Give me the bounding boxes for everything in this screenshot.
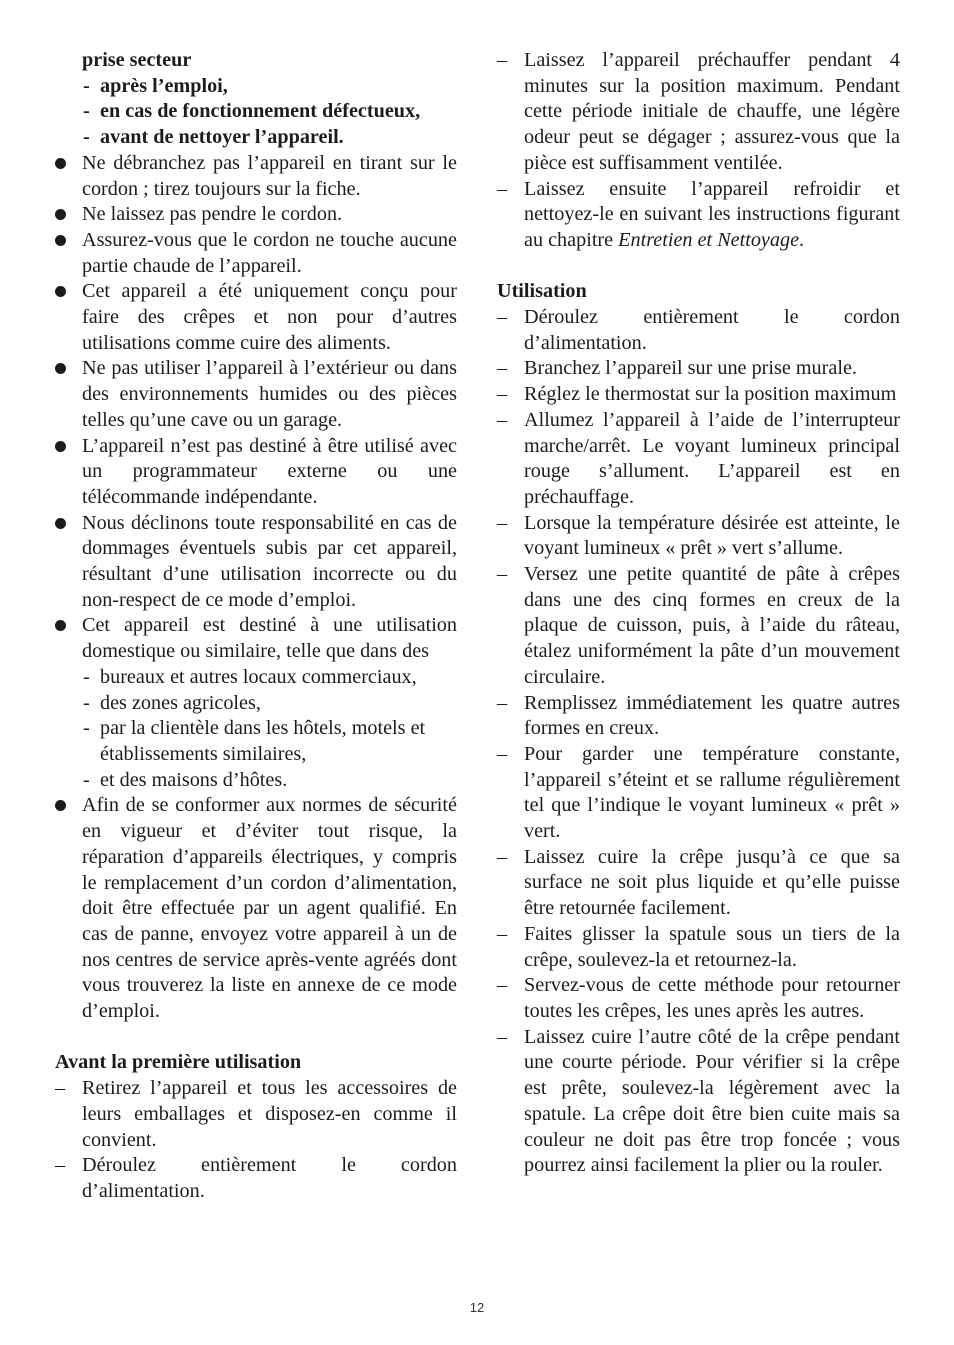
safety-bullet: L’appareil n’est pas destiné à être utilisé avec un programmateur externe ou une télécommande indépendante.	[55, 434, 457, 511]
safety-bullet: Cet appareil est destiné à une utilisation domestique ou similaire, telle que dans des	[55, 613, 457, 664]
safety-bullet: Afin de se conformer aux normes de sécurité en vigueur et d’éviter tout risque, la réparation d’appareils électriques, y compris le remplacement d’un cordon d’alimentation, doit être effectuée par un agent qualifié. En cas de panne, envoyez votre appareil à un de nos centres de service après-vente agréés dont vous trouverez la liste en annexe de ce mode d’emploi.	[55, 793, 457, 1024]
bullet-dot-icon	[55, 158, 66, 169]
unplug-sub-item: - après l’emploi,	[83, 74, 228, 97]
unplug-heading-line: prise secteur	[82, 49, 192, 71]
chapter-reference: Entretien et Nettoyage	[618, 228, 800, 251]
bullet-dot-icon	[55, 441, 66, 452]
dash-item: – Branchez l’appareil sur une prise murale.	[497, 357, 857, 380]
bullet-dot-icon	[55, 363, 66, 374]
safety-bullet: Ne débranchez pas l’appareil en tirant sur le cordon ; tirez toujours sur la fiche.	[55, 151, 457, 202]
usage-sub-item: - bureaux et autres locaux commerciaux,	[83, 665, 417, 688]
dash-item: – Réglez le thermostat sur la position maximum	[497, 383, 897, 406]
bullet-dot-icon	[55, 209, 66, 220]
usage-sub-item: - et des maisons d’hôtes.	[83, 768, 288, 791]
dash-item: – Allumez l’appareil à l’aide de l’interrupteur marche/arrêt. Le voyant lumineux principal rouge s’allument. L’appareil est en préchauffage.	[497, 408, 900, 508]
usage-sub-item: - des zones agricoles,	[83, 691, 261, 714]
right-column	[497, 48, 900, 1179]
dash-item: – Laissez cuire l’autre côté de la crêpe pendant une courte période. Pour vérifier si la crêpe est prête, soulevez-la légèrement avec la spatule. La crêpe doit être bien cuite mais sa couleur ne doit pas être trop foncée ; vous pourrez ainsi facilement la plier ou la rouler.	[497, 1025, 900, 1177]
safety-bullet: Assurez-vous que le cordon ne touche aucune partie chaude de l’appareil.	[55, 228, 457, 279]
bullet-dot-icon	[55, 620, 66, 631]
dash-item: – Versez une petite quantité de pâte à crêpes dans une des cinq formes en creux de la plaque de cuisson, puis, à l’aide du râteau, étalez uniformément la pâte d’un mouvement circulaire.	[497, 563, 900, 688]
bullet-dot-icon	[55, 518, 66, 529]
safety-bullet: Cet appareil a été uniquement conçu pour faire des crêpes et non pour d’autres utilisations comme cuire des aliments.	[55, 279, 457, 356]
dash-item: – Pour garder une température constante, l’appareil s’éteint et se rallume régulièrement tel que l’indique le voyant lumineux « prêt » vert.	[497, 742, 900, 843]
dash-item: – Faites glisser la spatule sous un tiers de la crêpe, soulevez-la et retournez-la.	[497, 922, 900, 971]
dash-item: – Servez-vous de cette méthode pour retourner toutes les crêpes, les unes après les autres.	[497, 974, 900, 1022]
bullet-dot-icon	[55, 286, 66, 297]
safety-bullet: Nous déclinons toute responsabilité en cas de dommages éventuels subis par cet appareil, résultant d’une utilisation incorrecte ou du non-respect de ce mode d’emploi.	[55, 511, 457, 614]
dash-item: – Lorsque la température désirée est atteinte, le voyant lumineux « prêt » vert s’allume.	[497, 511, 900, 560]
usage-sub-item: - par la clientèle dans les hôtels, motels et établissements similaires,	[83, 717, 426, 765]
safety-bullet: Ne laissez pas pendre le cordon.	[55, 202, 457, 228]
dash-item: – Déroulez entièrement le cordon d’alimentation.	[497, 306, 900, 354]
dash-item: – Retirez l’appareil et tous les accessoires de leurs emballages et disposez-en comme il convient.	[55, 1077, 457, 1151]
safety-bullet: Ne pas utiliser l’appareil à l’extérieur ou dans des environnements humides ou des pièces telles qu’une cave ou un garage.	[55, 356, 457, 433]
bullet-dot-icon	[55, 235, 66, 246]
left-column	[55, 48, 457, 1205]
page-number: 12	[469, 1300, 485, 1315]
bullet-dot-icon	[55, 800, 66, 811]
dash-item: – Laissez ensuite l’appareil refroidir et nettoyez-le en suivant les instructions figurant au chapitre Entretien et Nettoyage.	[497, 177, 900, 251]
unplug-sub-item: - avant de nettoyer l’appareil.	[83, 126, 344, 149]
section-heading-before-first-use: Avant la première utilisation	[55, 1051, 302, 1074]
dash-item: – Laissez l’appareil préchauffer pendant 4 minutes sur la position maximum. Pendant cette période initiale de chauffe, une légère odeur peut se dégager ; assurez-vous que la pièce est suffisamment ventilée.	[497, 49, 900, 174]
section-heading-usage: Utilisation	[497, 280, 587, 303]
dash-item: – Déroulez entièrement le cordon d’alimentation.	[55, 1154, 457, 1202]
unplug-sub-item: - en cas de fonctionnement défectueux,	[83, 100, 421, 123]
dash-item: – Remplissez immédiatement les quatre autres formes en creux.	[497, 691, 900, 740]
dash-item: – Laissez cuire la crêpe jusqu’à ce que sa surface ne soit plus liquide et qu’elle puisse être retournée facilement.	[497, 845, 900, 920]
